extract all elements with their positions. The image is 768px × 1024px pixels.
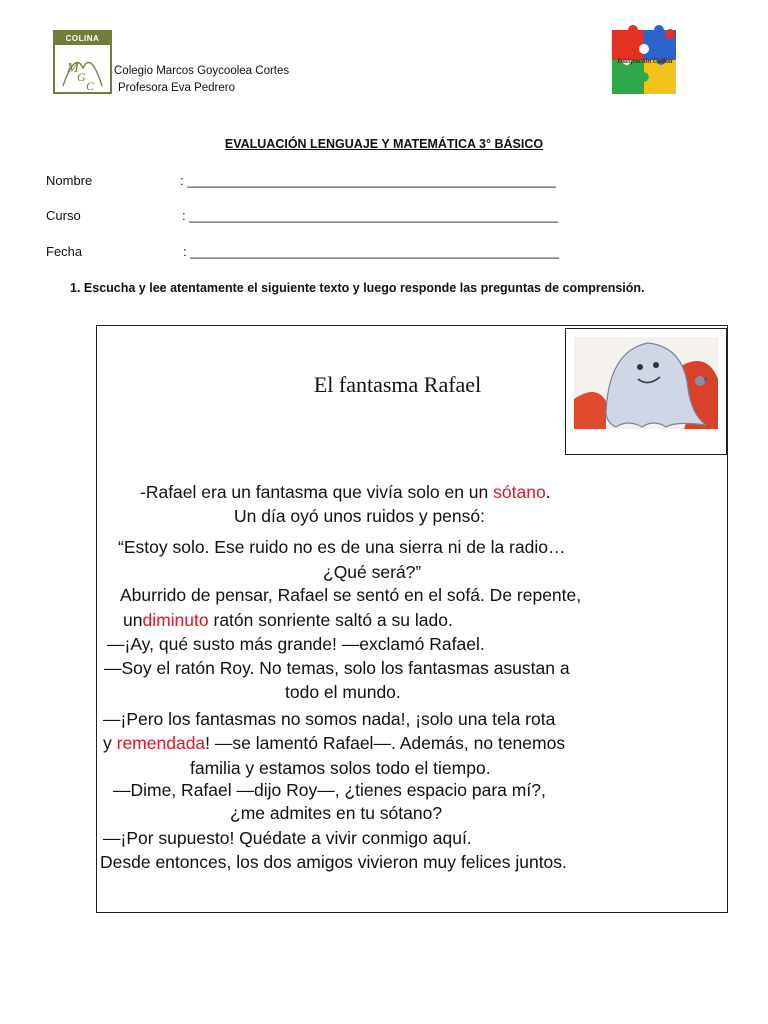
teacher-name: Profesora Eva Pedrero [118, 82, 235, 94]
story-title: El fantasma Rafael [313, 372, 482, 397]
puzzle-pieces-logo [608, 20, 682, 98]
story-line-14: ¿me admites en tu sótano? [230, 803, 443, 823]
story-line-1: -Rafael era un fantasma que vivía solo en un sótano. [140, 482, 551, 502]
question-text: Escucha y lee atentamente el siguiente texto y luego responde las preguntas de comprensión. [83, 281, 645, 295]
field-line-nombre[interactable]: : ___________________________________________________ [180, 173, 556, 188]
question-1 [70, 276, 710, 300]
puzzle-logo-text: Integración Colina [617, 57, 673, 65]
page-title: EVALUACIÓN LENGUAJE Y MATEMÁTICA 3° BÁSICO [224, 137, 544, 151]
story-line-13: —Dime, Rafael —dijo Roy—, ¿tienes espacio para mí?, [113, 780, 546, 800]
highlight-word-remendada: remendada [116, 733, 206, 753]
story-line-4: ¿Qué será?” [323, 562, 422, 582]
story-line-11: y remendada! —se lamentó Rafael—. Además, no tenemos [103, 733, 566, 753]
story-line-10: —¡Pero los fantasmas no somos nada!, ¡solo una tela rota [103, 709, 556, 729]
school-logo-band: COLINA [55, 32, 110, 45]
story-image-frame [565, 328, 727, 455]
story-line-9: todo el mundo. [285, 682, 401, 702]
school-logo [53, 30, 112, 94]
svg-text:G: G [77, 70, 86, 84]
field-line-fecha[interactable]: : ___________________________________________________ [183, 244, 559, 259]
story-line-7: —¡Ay, qué susto más grande! —exclamó Rafael. [107, 634, 485, 654]
story-line-12: familia y estamos solos todo el tiempo. [190, 758, 491, 778]
highlight-word-diminuto: diminuto [142, 610, 209, 630]
story-line-6: undiminuto ratón sonriente saltó a su lado. [123, 610, 453, 630]
svg-text:M: M [67, 61, 79, 76]
svg-text:C: C [86, 79, 95, 93]
field-label-fecha: Fecha [46, 244, 83, 259]
school-logo-monogram [55, 46, 110, 92]
field-label-curso: Curso [46, 208, 81, 223]
story-line-8: —Soy el ratón Roy. No temas, solo los fantasmas asustan a [104, 658, 570, 678]
story-line-2: Un día oyó unos ruidos y pensó: [234, 506, 485, 526]
story-line-5: Aburrido de pensar, Rafael se sentó en el sofá. De repente, [120, 585, 582, 605]
field-line-curso[interactable]: : ___________________________________________________ [182, 208, 558, 223]
story-line-15: —¡Por supuesto! Quédate a vivir conmigo aquí. [103, 828, 472, 848]
story-line-3: “Estoy solo. Ese ruido no es de una sierra ni de la radio… [118, 537, 566, 557]
highlight-word-sotano: sótano [493, 482, 546, 502]
field-label-nombre: Nombre [46, 173, 93, 188]
school-name: Colegio Marcos Goycoolea Cortes [114, 65, 290, 77]
ghost-illustration [566, 329, 726, 454]
story-line-16: Desde entonces, los dos amigos vivieron muy felices juntos. [100, 852, 567, 872]
question-number: 1. [70, 281, 81, 295]
